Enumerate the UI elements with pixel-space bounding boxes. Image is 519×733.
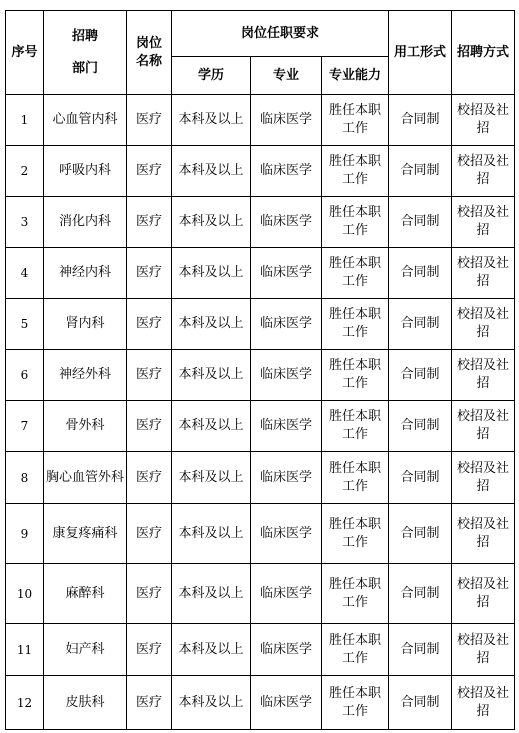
table-row <box>6 564 515 624</box>
row-employment-cell: 合同制 <box>389 95 452 146</box>
row-ability-cell: 胜任本职工作 <box>322 350 389 401</box>
row-recruit-cell: 校招及社招 <box>452 350 515 401</box>
row-dept-cell: 妇产科 <box>44 624 127 676</box>
row-dept-cell: 肾内科 <box>44 299 127 350</box>
table-row <box>6 401 515 452</box>
row-employment-cell: 合同制 <box>389 452 452 504</box>
row-ability-cell: 胜任本职工作 <box>322 624 389 676</box>
header-index: 序号 <box>6 11 44 95</box>
row-education-cell: 本科及以上 <box>172 504 251 564</box>
row-education-cell: 本科及以上 <box>172 299 251 350</box>
row-post-cell: 医疗 <box>127 299 172 350</box>
row-ability-cell: 胜任本职工作 <box>322 676 389 730</box>
row-post-cell: 医疗 <box>127 350 172 401</box>
row-post-cell: 医疗 <box>127 197 172 248</box>
row-employment-cell: 合同制 <box>389 146 452 197</box>
row-major-cell: 临床医学 <box>251 452 322 504</box>
row-employment-cell: 合同制 <box>389 401 452 452</box>
row-major-cell: 临床医学 <box>251 564 322 624</box>
table-row <box>6 197 515 248</box>
row-major-cell: 临床医学 <box>251 248 322 299</box>
row-recruit-cell: 校招及社招 <box>452 624 515 676</box>
header-requirements: 岗位任职要求 <box>172 11 389 57</box>
row-recruit-cell: 校招及社招 <box>452 676 515 730</box>
row-employment-cell: 合同制 <box>389 350 452 401</box>
row-post-cell: 医疗 <box>127 146 172 197</box>
row-recruit-cell: 校招及社招 <box>452 197 515 248</box>
row-dept-cell: 神经内科 <box>44 248 127 299</box>
header-employment: 用工形式 <box>389 11 452 95</box>
row-ability-cell: 胜任本职工作 <box>322 248 389 299</box>
header-education: 学历 <box>172 57 251 95</box>
row-dept-cell: 消化内科 <box>44 197 127 248</box>
row-education-cell: 本科及以上 <box>172 452 251 504</box>
row-ability-cell: 胜任本职工作 <box>322 401 389 452</box>
header-ability: 专业能力 <box>322 57 389 95</box>
row-employment-cell: 合同制 <box>389 624 452 676</box>
row-ability-cell: 胜任本职工作 <box>322 504 389 564</box>
row-employment-cell: 合同制 <box>389 564 452 624</box>
row-major-cell: 临床医学 <box>251 350 322 401</box>
row-dept-cell: 胸心血管外科 <box>44 452 127 504</box>
row-recruit-cell: 校招及社招 <box>452 146 515 197</box>
table-row <box>6 146 515 197</box>
row-post-cell: 医疗 <box>127 95 172 146</box>
row-dept-cell: 神经外科 <box>44 350 127 401</box>
table-row <box>6 624 515 676</box>
row-ability-cell: 胜任本职工作 <box>322 452 389 504</box>
row-index-cell: 4 <box>6 248 44 299</box>
header-post <box>127 11 172 95</box>
row-recruit-cell: 校招及社招 <box>452 95 515 146</box>
row-recruit-cell: 校招及社招 <box>452 452 515 504</box>
table-row <box>6 248 515 299</box>
row-education-cell: 本科及以上 <box>172 676 251 730</box>
row-education-cell: 本科及以上 <box>172 146 251 197</box>
row-index-cell: 2 <box>6 146 44 197</box>
row-index-cell: 6 <box>6 350 44 401</box>
table-header <box>6 11 515 95</box>
row-dept-cell: 麻醉科 <box>44 564 127 624</box>
row-dept-cell: 呼吸内科 <box>44 146 127 197</box>
row-post-cell: 医疗 <box>127 676 172 730</box>
table-row <box>6 504 515 564</box>
row-index-cell: 5 <box>6 299 44 350</box>
row-major-cell: 临床医学 <box>251 146 322 197</box>
row-major-cell: 临床医学 <box>251 401 322 452</box>
row-employment-cell: 合同制 <box>389 676 452 730</box>
table-row <box>6 299 515 350</box>
row-major-cell: 临床医学 <box>251 624 322 676</box>
header-recruit: 招聘方式 <box>452 11 515 95</box>
row-major-cell: 临床医学 <box>251 95 322 146</box>
row-post-cell: 医疗 <box>127 624 172 676</box>
header-dept-line2: 部门 <box>71 60 98 76</box>
row-post-cell: 医疗 <box>127 452 172 504</box>
row-dept-cell: 心血管内科 <box>44 95 127 146</box>
row-index-cell: 12 <box>6 676 44 730</box>
row-employment-cell: 合同制 <box>389 248 452 299</box>
row-major-cell: 临床医学 <box>251 299 322 350</box>
row-education-cell: 本科及以上 <box>172 350 251 401</box>
row-education-cell: 本科及以上 <box>172 95 251 146</box>
row-recruit-cell: 校招及社招 <box>452 564 515 624</box>
table-row <box>6 676 515 730</box>
row-index-cell: 7 <box>6 401 44 452</box>
row-employment-cell: 合同制 <box>389 299 452 350</box>
row-ability-cell: 胜任本职工作 <box>322 197 389 248</box>
row-index-cell: 1 <box>6 95 44 146</box>
row-recruit-cell: 校招及社招 <box>452 504 515 564</box>
row-major-cell: 临床医学 <box>251 676 322 730</box>
row-recruit-cell: 校招及社招 <box>452 401 515 452</box>
table-body <box>6 95 515 730</box>
header-post-line1: 岗位 <box>135 35 162 51</box>
row-major-cell: 临床医学 <box>251 197 322 248</box>
row-employment-cell: 合同制 <box>389 504 452 564</box>
row-dept-cell: 皮肤科 <box>44 676 127 730</box>
row-post-cell: 医疗 <box>127 401 172 452</box>
row-dept-cell: 骨外科 <box>44 401 127 452</box>
table-row <box>6 95 515 146</box>
row-index-cell: 3 <box>6 197 44 248</box>
header-major: 专业 <box>251 57 322 95</box>
row-index-cell: 10 <box>6 564 44 624</box>
row-ability-cell: 胜任本职工作 <box>322 299 389 350</box>
row-ability-cell: 胜任本职工作 <box>322 95 389 146</box>
row-post-cell: 医疗 <box>127 248 172 299</box>
row-post-cell: 医疗 <box>127 564 172 624</box>
header-post-line2: 名称 <box>135 53 162 69</box>
header-dept <box>44 11 127 95</box>
row-education-cell: 本科及以上 <box>172 564 251 624</box>
row-education-cell: 本科及以上 <box>172 401 251 452</box>
row-recruit-cell: 校招及社招 <box>452 248 515 299</box>
row-education-cell: 本科及以上 <box>172 248 251 299</box>
row-employment-cell: 合同制 <box>389 197 452 248</box>
row-ability-cell: 胜任本职工作 <box>322 146 389 197</box>
table-row <box>6 452 515 504</box>
row-education-cell: 本科及以上 <box>172 624 251 676</box>
row-dept-cell: 康复疼痛科 <box>44 504 127 564</box>
table-row <box>6 350 515 401</box>
row-index-cell: 8 <box>6 452 44 504</box>
header-dept-line1: 招聘 <box>71 28 98 44</box>
row-index-cell: 11 <box>6 624 44 676</box>
row-index-cell: 9 <box>6 504 44 564</box>
recruitment-table <box>5 10 515 730</box>
row-post-cell: 医疗 <box>127 504 172 564</box>
row-ability-cell: 胜任本职工作 <box>322 564 389 624</box>
row-recruit-cell: 校招及社招 <box>452 299 515 350</box>
row-education-cell: 本科及以上 <box>172 197 251 248</box>
row-major-cell: 临床医学 <box>251 504 322 564</box>
